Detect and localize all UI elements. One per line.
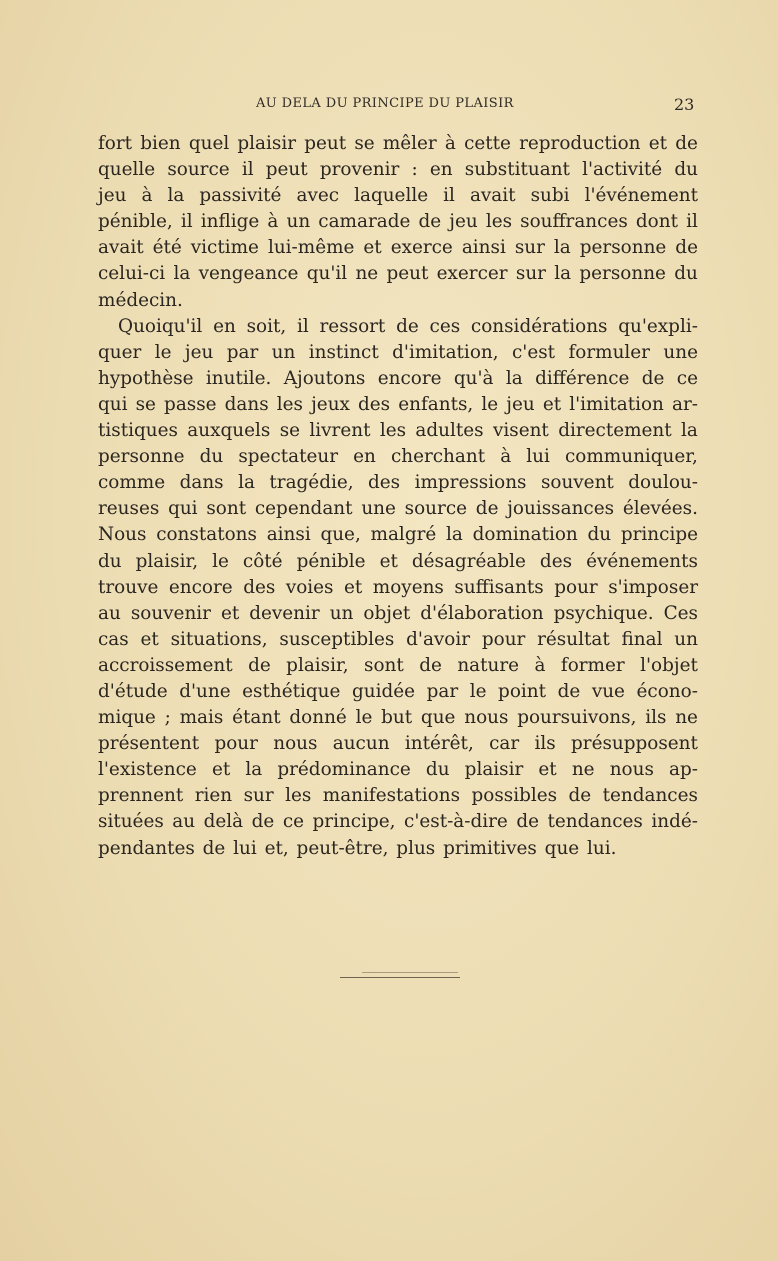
word: qui bbox=[98, 393, 128, 415]
word: exercer bbox=[436, 263, 508, 285]
word: un bbox=[286, 211, 311, 233]
word: principe bbox=[620, 524, 698, 546]
text-line bbox=[98, 183, 698, 209]
word: écono- bbox=[636, 680, 698, 702]
word: souffrances bbox=[520, 211, 628, 233]
word: qu'à bbox=[453, 367, 494, 389]
word: en bbox=[429, 159, 453, 181]
word: poursuivons, bbox=[517, 707, 637, 729]
word: les bbox=[276, 393, 303, 415]
word: peut bbox=[304, 133, 347, 154]
text-line bbox=[98, 731, 698, 757]
text-line bbox=[98, 653, 698, 679]
word: de bbox=[557, 680, 581, 702]
word: former bbox=[560, 654, 625, 676]
word: élevées. bbox=[622, 498, 698, 520]
word: ar- bbox=[672, 393, 698, 415]
word: fort bbox=[98, 133, 133, 154]
word: celui-ci bbox=[98, 263, 166, 285]
word: la bbox=[553, 237, 571, 259]
word: constatons bbox=[156, 524, 257, 546]
word: la bbox=[173, 263, 191, 285]
word: une bbox=[361, 498, 396, 520]
word: sur bbox=[243, 785, 274, 807]
word: au bbox=[172, 811, 196, 833]
word: souvent bbox=[540, 472, 614, 494]
word: pénible bbox=[296, 550, 366, 572]
word: subi bbox=[530, 185, 570, 207]
word: qu'il bbox=[306, 263, 348, 285]
word: que bbox=[420, 707, 456, 729]
word: à bbox=[500, 446, 512, 468]
word: il bbox=[180, 211, 193, 233]
text-line bbox=[98, 340, 698, 366]
word: comme bbox=[98, 472, 166, 494]
word: qu'expli- bbox=[618, 315, 698, 337]
word: sont bbox=[364, 654, 404, 676]
word: l'objet bbox=[640, 654, 698, 676]
word: la bbox=[245, 759, 263, 781]
word: un bbox=[271, 341, 296, 363]
word: à bbox=[267, 211, 279, 233]
word: et bbox=[344, 576, 363, 598]
text-line bbox=[98, 757, 698, 783]
word: tistiques bbox=[98, 420, 178, 442]
word: ne bbox=[355, 263, 379, 285]
section-end-ornament-top bbox=[362, 972, 458, 973]
word: manifestations bbox=[322, 785, 461, 807]
word: d'une bbox=[179, 680, 231, 702]
word: et bbox=[648, 133, 667, 154]
word: passe bbox=[164, 393, 217, 415]
word: s'imposer bbox=[608, 576, 698, 598]
text-line bbox=[98, 157, 698, 183]
word: vue bbox=[591, 680, 625, 702]
word: la bbox=[238, 472, 255, 494]
word: malgré bbox=[370, 524, 437, 546]
word: par bbox=[426, 680, 459, 702]
word: au bbox=[98, 602, 121, 624]
word: et bbox=[363, 237, 382, 259]
word: l'imitation bbox=[569, 393, 664, 415]
word: d'élaboration bbox=[420, 602, 544, 624]
body-text bbox=[98, 131, 698, 862]
word: objet bbox=[363, 602, 411, 624]
word: ne bbox=[675, 707, 698, 729]
word: de bbox=[641, 367, 665, 389]
paragraph-end-line: pendantes de lui et, peut-être, plus primitives que lui. bbox=[98, 837, 617, 859]
word: avait bbox=[98, 237, 144, 259]
word: cas bbox=[98, 628, 129, 650]
word: rien bbox=[194, 785, 233, 807]
word: le bbox=[481, 393, 499, 415]
word: lui-même bbox=[267, 237, 355, 259]
word: des bbox=[358, 393, 391, 415]
word: de bbox=[418, 211, 442, 233]
word: l'activité bbox=[582, 159, 663, 181]
text-line bbox=[98, 392, 698, 418]
word: indé- bbox=[651, 811, 698, 833]
word: personne bbox=[98, 446, 185, 468]
word: inutile. bbox=[205, 367, 272, 389]
word: devenir bbox=[249, 602, 320, 624]
word: et bbox=[379, 550, 398, 572]
word: mais bbox=[179, 707, 224, 729]
word: pour bbox=[481, 628, 526, 650]
word: susceptibles bbox=[279, 628, 395, 650]
word: et bbox=[542, 393, 562, 415]
word: quel bbox=[188, 133, 230, 154]
word: du bbox=[587, 524, 612, 546]
word: de bbox=[516, 811, 539, 833]
word: pour bbox=[214, 733, 258, 755]
word: soit, bbox=[246, 315, 287, 337]
word: vengeance bbox=[198, 263, 299, 285]
word: présupposent bbox=[571, 733, 698, 755]
word: jouissances bbox=[507, 498, 615, 520]
word: source bbox=[404, 498, 468, 520]
text-line bbox=[98, 575, 698, 601]
text-line bbox=[98, 679, 698, 705]
word: communiquer, bbox=[564, 446, 698, 468]
text-line bbox=[98, 783, 698, 809]
word: tragédie, bbox=[269, 472, 354, 494]
word: les bbox=[285, 785, 312, 807]
word: possibles bbox=[471, 785, 558, 807]
word: guidée bbox=[351, 680, 416, 702]
word: dans bbox=[224, 393, 269, 415]
word: c'est-à-dire bbox=[404, 811, 508, 833]
word: Ces bbox=[663, 602, 698, 624]
word: plaisir bbox=[237, 133, 297, 154]
word: exerce bbox=[390, 237, 453, 259]
word: la bbox=[554, 263, 572, 285]
word: se bbox=[354, 133, 375, 154]
word: qui bbox=[168, 498, 198, 520]
word: et bbox=[211, 759, 231, 781]
word: plaisir, bbox=[135, 550, 199, 572]
word: plaisir, bbox=[286, 654, 349, 676]
word: encore bbox=[168, 576, 233, 598]
word: substituant bbox=[464, 159, 570, 181]
word: ces bbox=[429, 315, 461, 337]
word: ce bbox=[676, 367, 698, 389]
word: lui bbox=[526, 446, 550, 468]
word: la bbox=[505, 367, 523, 389]
word: aucun bbox=[332, 733, 390, 755]
word: une bbox=[663, 341, 698, 363]
word: de bbox=[396, 315, 419, 337]
text-line bbox=[98, 444, 698, 470]
text-line bbox=[98, 470, 698, 496]
word: ressort bbox=[319, 315, 386, 337]
word: source bbox=[167, 159, 230, 181]
word: le bbox=[469, 680, 487, 702]
section-end-rule bbox=[340, 977, 460, 978]
word: les bbox=[485, 211, 513, 233]
word: événements bbox=[586, 550, 698, 572]
paragraph-end-line: médecin. bbox=[98, 289, 183, 311]
word: delà bbox=[203, 811, 244, 833]
word: étant bbox=[232, 707, 281, 729]
word: pour bbox=[554, 576, 598, 598]
word: directement bbox=[558, 420, 672, 442]
word: à bbox=[141, 185, 153, 207]
word: nous bbox=[464, 707, 509, 729]
word: considérations bbox=[470, 315, 608, 337]
page-number: 23 bbox=[674, 95, 695, 114]
text-line bbox=[98, 496, 698, 522]
word: provenir bbox=[319, 159, 400, 181]
word: hypothèse bbox=[98, 367, 194, 389]
word: prennent bbox=[98, 785, 184, 807]
word: spectateur bbox=[238, 446, 339, 468]
word: accroissement bbox=[98, 654, 233, 676]
word: de bbox=[568, 785, 592, 807]
word: des bbox=[243, 576, 276, 598]
word: différence bbox=[535, 367, 630, 389]
word: de bbox=[475, 498, 499, 520]
word: par bbox=[226, 341, 259, 363]
word: désagréable bbox=[411, 550, 526, 572]
word: formuler bbox=[568, 341, 650, 363]
word: ils bbox=[534, 733, 556, 755]
word: du bbox=[425, 759, 450, 781]
word: cherchant bbox=[390, 446, 486, 468]
word: personne bbox=[579, 263, 666, 285]
word: cependant bbox=[254, 498, 353, 520]
word: prédominance bbox=[277, 759, 411, 781]
text-line bbox=[98, 418, 698, 444]
word: victime bbox=[190, 237, 259, 259]
word: la bbox=[446, 524, 463, 546]
word: Nous bbox=[98, 524, 147, 546]
word: impressions bbox=[414, 472, 527, 494]
word: livrent bbox=[309, 420, 371, 442]
word: en bbox=[353, 446, 376, 468]
word: car bbox=[489, 733, 520, 755]
text-line bbox=[98, 366, 698, 392]
word: encore bbox=[377, 367, 442, 389]
word: jeu bbox=[98, 185, 127, 207]
paragraph-start-line bbox=[98, 314, 698, 340]
word: la bbox=[681, 420, 698, 442]
word: suffisants bbox=[454, 576, 544, 598]
text-line bbox=[98, 705, 698, 731]
word: but bbox=[381, 707, 413, 729]
word: plaisir bbox=[464, 759, 524, 781]
word: ap- bbox=[669, 759, 698, 781]
word: tendances bbox=[547, 811, 643, 833]
word: il bbox=[686, 211, 698, 233]
word: psychique. bbox=[553, 602, 654, 624]
word: tendances bbox=[602, 785, 698, 807]
word: jeux bbox=[311, 393, 350, 415]
word: se bbox=[279, 420, 301, 442]
word: sur bbox=[514, 237, 545, 259]
text-line bbox=[98, 809, 698, 835]
word: ainsi bbox=[266, 524, 311, 546]
text-line bbox=[98, 261, 698, 287]
word: auxquels bbox=[187, 420, 271, 442]
word: enfants, bbox=[398, 393, 474, 415]
running-title: AU DELA DU PRINCIPE DU PLAISIR bbox=[256, 96, 514, 111]
word: final bbox=[621, 628, 663, 650]
word: souvenir bbox=[130, 602, 211, 624]
word: côté bbox=[242, 550, 283, 572]
word: il bbox=[241, 159, 254, 181]
word: du bbox=[98, 550, 122, 572]
word: voies bbox=[285, 576, 334, 598]
text-line bbox=[98, 549, 698, 575]
word: à bbox=[534, 654, 546, 676]
word: d'imitation, bbox=[392, 341, 499, 363]
word: jeu bbox=[506, 393, 535, 415]
word: nous bbox=[609, 759, 654, 781]
word: Quoiqu'il bbox=[118, 315, 203, 337]
word: jeu bbox=[184, 341, 214, 363]
word: reproduction bbox=[519, 133, 641, 154]
word: trouve bbox=[98, 576, 159, 598]
word: inflige bbox=[200, 211, 260, 233]
word: c'est bbox=[511, 341, 556, 363]
word: cette bbox=[464, 133, 511, 154]
word: point bbox=[498, 680, 547, 702]
word: le bbox=[355, 707, 373, 729]
word: la bbox=[167, 185, 185, 207]
word: dont bbox=[635, 211, 678, 233]
word: jeu bbox=[449, 211, 478, 233]
word: instinct bbox=[308, 341, 379, 363]
word: : bbox=[411, 159, 418, 181]
word: quelle bbox=[98, 159, 156, 181]
word: présentent bbox=[98, 733, 200, 755]
word: d'avoir bbox=[406, 628, 471, 650]
word: ils bbox=[645, 707, 667, 729]
word: du bbox=[674, 263, 698, 285]
word: du bbox=[674, 159, 698, 181]
word: ; bbox=[164, 707, 171, 729]
word: été bbox=[152, 237, 182, 259]
word: sur bbox=[515, 263, 546, 285]
word: et bbox=[140, 628, 159, 650]
word: il bbox=[296, 315, 309, 337]
word: mique bbox=[98, 707, 156, 729]
word: laquelle bbox=[354, 185, 429, 207]
word: il bbox=[443, 185, 455, 207]
word: reuses bbox=[98, 498, 160, 520]
word: se bbox=[135, 393, 156, 415]
word: les bbox=[379, 420, 407, 442]
word: l'existence bbox=[98, 759, 197, 781]
word: pénible, bbox=[98, 211, 173, 233]
word: nous bbox=[273, 733, 318, 755]
word: intérêt, bbox=[404, 733, 474, 755]
word: nature bbox=[457, 654, 520, 676]
word: moyens bbox=[372, 576, 444, 598]
word: l'événement bbox=[584, 185, 698, 207]
word: peut bbox=[386, 263, 429, 285]
word: visent bbox=[492, 420, 549, 442]
word: principe, bbox=[312, 811, 396, 833]
text-line bbox=[98, 627, 698, 653]
word: avec bbox=[296, 185, 340, 207]
word: domination bbox=[472, 524, 578, 546]
word: que, bbox=[320, 524, 361, 546]
word: un bbox=[329, 602, 354, 624]
word: dans bbox=[179, 472, 224, 494]
word: de bbox=[675, 237, 698, 259]
word: d'étude bbox=[98, 680, 168, 702]
word: situations, bbox=[170, 628, 268, 650]
text-line bbox=[98, 601, 698, 627]
word: Ajoutons bbox=[283, 367, 366, 389]
word: peut bbox=[265, 159, 308, 181]
word: de bbox=[419, 654, 442, 676]
word: de bbox=[248, 654, 271, 676]
word: un bbox=[674, 628, 698, 650]
word: donné bbox=[289, 707, 347, 729]
word: sont bbox=[206, 498, 247, 520]
word: camarade bbox=[318, 211, 411, 233]
word: adultes bbox=[415, 420, 484, 442]
word: mêler bbox=[382, 133, 437, 154]
word: le bbox=[212, 550, 229, 572]
text-line bbox=[98, 131, 698, 157]
text-line bbox=[98, 209, 698, 235]
word: esthétique bbox=[242, 680, 341, 702]
word: à bbox=[444, 133, 456, 154]
text-line bbox=[98, 522, 698, 548]
word: situées bbox=[98, 811, 164, 833]
word: ne bbox=[571, 759, 595, 781]
word: en bbox=[213, 315, 236, 337]
word: de bbox=[675, 133, 698, 154]
word: quer bbox=[98, 341, 142, 363]
word: des bbox=[539, 550, 573, 572]
word: de bbox=[251, 811, 275, 833]
word: résultat bbox=[537, 628, 610, 650]
word: du bbox=[199, 446, 224, 468]
word: le bbox=[154, 341, 172, 363]
word: personne bbox=[579, 237, 667, 259]
word: et bbox=[220, 602, 240, 624]
word: doulou- bbox=[628, 472, 698, 494]
word: des bbox=[368, 472, 401, 494]
word: passivité bbox=[199, 185, 282, 207]
word: et bbox=[538, 759, 557, 781]
word: ainsi bbox=[461, 237, 506, 259]
text-line bbox=[98, 235, 698, 261]
word: avait bbox=[469, 185, 516, 207]
word: bien bbox=[140, 133, 181, 154]
word: ce bbox=[282, 811, 304, 833]
